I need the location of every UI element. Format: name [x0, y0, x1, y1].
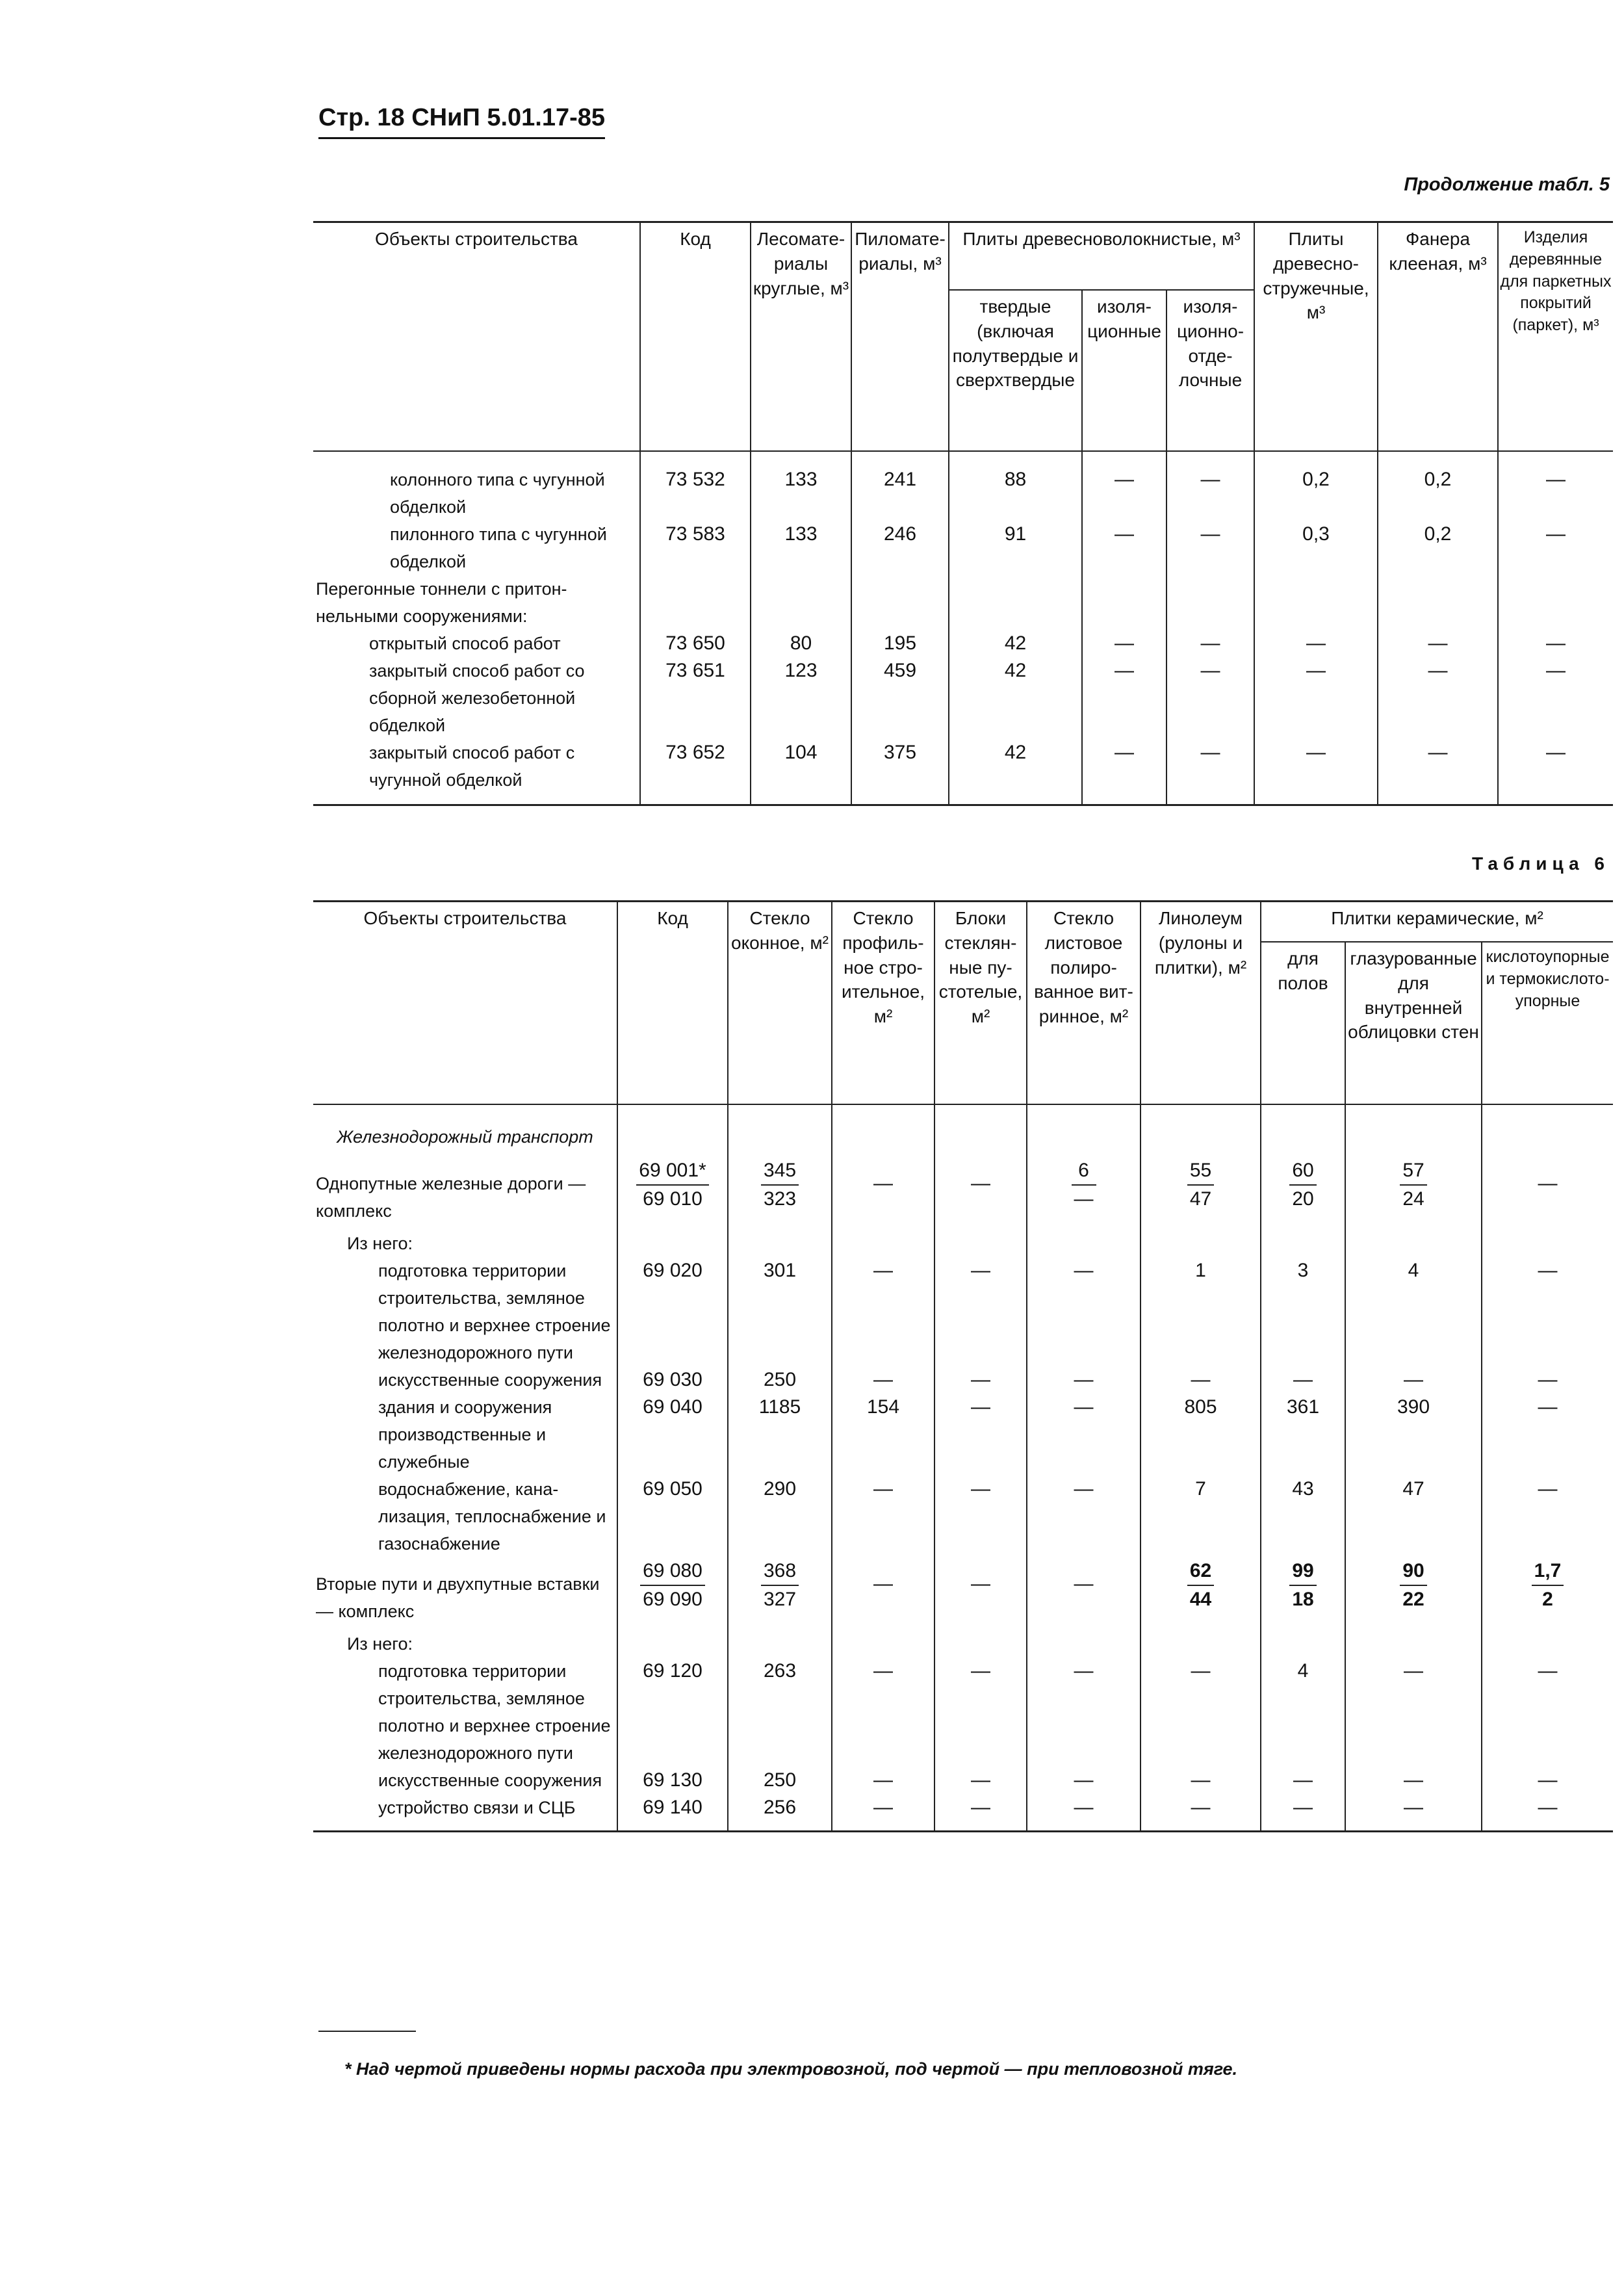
cell: — [934, 1257, 1027, 1366]
cell: — [1082, 451, 1166, 521]
cell: — [1166, 657, 1254, 739]
row-name: искусственные сооружения [313, 1366, 617, 1394]
row-code: 69 050 [617, 1476, 728, 1557]
cell: 195 [851, 630, 949, 657]
table-row [313, 657, 1613, 739]
table-row [313, 1394, 1613, 1476]
cell-top: 345 [761, 1157, 799, 1186]
cell: — [1482, 1366, 1613, 1394]
cell: — [1482, 1394, 1613, 1476]
cell: — [1498, 521, 1613, 575]
cell: — [1027, 1794, 1141, 1832]
cell-top: 62 [1187, 1557, 1214, 1586]
cell: — [1482, 1157, 1613, 1225]
t6-head-linoleum: Линолеум (рулоны и плитки), м² [1141, 902, 1261, 1105]
code-top: 69 080 [640, 1557, 705, 1586]
cell: 47 [1345, 1476, 1482, 1557]
t5-head-izdeliya: Изделия деревянные для паркетных покрытий (паркет), м³ [1498, 222, 1613, 452]
cell: 805 [1141, 1394, 1261, 1476]
cell-bottom: 24 [1402, 1188, 1424, 1210]
cell: 459 [851, 657, 949, 739]
cell: 3 [1261, 1257, 1345, 1366]
cell: 0,2 [1378, 451, 1498, 521]
t5-head-izol-otd: изоляционно-отделочные [1166, 290, 1254, 451]
code-bottom: 69 010 [643, 1188, 702, 1210]
cell: — [1482, 1794, 1613, 1832]
t6-head-steklo-profil: Стекло профильное строительное, м² [832, 902, 934, 1105]
footnote-text: Над чертой приведены нормы расхода при электровозной, под чертой — при тепловозной тяге. [356, 2059, 1238, 2079]
t6-head-object: Объекты строительства [313, 902, 617, 1105]
cell: — [1166, 521, 1254, 575]
cell-bottom: 44 [1189, 1589, 1212, 1610]
cell: — [1141, 1794, 1261, 1832]
cell-bottom: 47 [1189, 1188, 1212, 1210]
cell: — [1261, 1794, 1345, 1832]
row-code: 73 532 [640, 451, 751, 521]
t5-head-dsp: Плиты древесностружечные, м³ [1254, 222, 1378, 452]
table-row [313, 1257, 1613, 1366]
cell: — [1498, 630, 1613, 657]
row-name: устройство связи и СЦБ [313, 1794, 617, 1832]
table-row [313, 1794, 1613, 1832]
cell: — [1082, 657, 1166, 739]
t5-head-izol: изоляционные [1082, 290, 1166, 451]
cell: — [1345, 1366, 1482, 1394]
cell-top: 57 [1400, 1157, 1426, 1186]
cell: — [1498, 739, 1613, 805]
cell-bottom: 323 [763, 1188, 797, 1210]
row-code: 69 030 [617, 1366, 728, 1394]
cell: 42 [949, 657, 1082, 739]
cell: — [934, 1157, 1027, 1225]
cell: — [1166, 451, 1254, 521]
cell: — [1378, 657, 1498, 739]
cell: — [1027, 1257, 1141, 1366]
table-row [313, 1767, 1613, 1794]
cell: — [1027, 1366, 1141, 1394]
t5-head-fanera: Фанера клееная, м³ [1378, 222, 1498, 452]
cell: 250 [728, 1366, 832, 1394]
table-row [313, 1625, 1613, 1658]
table-5 [313, 221, 1613, 806]
row-name: открытый способ работ [313, 630, 640, 657]
cell-bottom: 20 [1292, 1188, 1314, 1210]
cell: — [832, 1767, 934, 1794]
cell: — [1166, 739, 1254, 805]
cell: 91 [949, 521, 1082, 575]
t5-head-tverdye: твердые (включая полутвердые и сверхтвердые [949, 290, 1082, 451]
cell: — [1027, 1557, 1141, 1625]
t6-head-code: Код [617, 902, 728, 1105]
cell: 290 [728, 1476, 832, 1557]
cell: 4 [1345, 1257, 1482, 1366]
cell: — [1254, 739, 1378, 805]
cell: — [832, 1557, 934, 1625]
cell: 246 [851, 521, 949, 575]
t6-head-glaz: глазурованные для внутренней облицовки стен [1345, 942, 1482, 1104]
cell: — [1141, 1767, 1261, 1794]
cell-top: 60 [1289, 1157, 1316, 1186]
cell: — [1261, 1366, 1345, 1394]
cell: 375 [851, 739, 949, 805]
table-row [313, 451, 1613, 521]
cell: — [1482, 1767, 1613, 1794]
cell: 4 [1261, 1658, 1345, 1767]
row-name: колонного типа с чугунной обделкой [313, 451, 640, 521]
t5-head-pilo: Пиломатериалы, м³ [851, 222, 949, 452]
cell: 0,2 [1254, 451, 1378, 521]
cell: — [934, 1794, 1027, 1832]
cell: — [1141, 1366, 1261, 1394]
t6-head-kisl: кислотоупорные и термокислотоупорные [1482, 942, 1613, 1104]
t5-head-les: Лесоматериалы круглые, м³ [751, 222, 851, 452]
cell: — [934, 1658, 1027, 1767]
cell: 104 [751, 739, 851, 805]
cell-bottom: — [1074, 1188, 1094, 1210]
cell: — [1166, 630, 1254, 657]
row-code: 69 040 [617, 1394, 728, 1476]
row-code: 73 651 [640, 657, 751, 739]
cell: — [1261, 1767, 1345, 1794]
cell: — [1254, 630, 1378, 657]
t6-head-steklo-okonnoe: Стекло оконное, м² [728, 902, 832, 1105]
cell: 133 [751, 451, 851, 521]
cell: — [934, 1366, 1027, 1394]
cell: 154 [832, 1394, 934, 1476]
code-top: 69 001 [639, 1160, 699, 1181]
cell: — [832, 1658, 934, 1767]
cell: 263 [728, 1658, 832, 1767]
cell: 42 [949, 630, 1082, 657]
cell-top: 368 [761, 1557, 799, 1586]
t6-head-plitki: Плитки керамические, м² [1261, 902, 1613, 942]
table-row [313, 521, 1613, 575]
cell: 123 [751, 657, 851, 739]
cell: — [1254, 657, 1378, 739]
table-row [313, 1366, 1613, 1394]
continuation-label: Продолжение табл. 5 [1404, 174, 1610, 195]
t5-head-code: Код [640, 222, 751, 452]
table-6 [313, 900, 1613, 1832]
t6-head-pol: для полов [1261, 942, 1345, 1104]
row-name: закрытый способ работ со сборной железобетонной обделкой [313, 657, 640, 739]
cell: 43 [1261, 1476, 1345, 1557]
section-title: Железнодорожный транспорт [313, 1104, 617, 1157]
cell: — [1482, 1257, 1613, 1366]
cell-top: 90 [1400, 1557, 1426, 1586]
cell: — [1345, 1794, 1482, 1832]
cell: 256 [728, 1794, 832, 1832]
cell: — [1082, 739, 1166, 805]
cell: 301 [728, 1257, 832, 1366]
row-name: здания и сооружения производственные и служебные [313, 1394, 617, 1476]
row-code: 73 652 [640, 739, 751, 805]
cell-bottom: 18 [1292, 1589, 1314, 1610]
table-row [313, 1557, 1613, 1625]
cell-bottom: 2 [1542, 1589, 1553, 1610]
cell: — [1082, 630, 1166, 657]
cell: 1 [1141, 1257, 1261, 1366]
cell: — [832, 1257, 934, 1366]
table-row [313, 1225, 1613, 1257]
cell: — [934, 1394, 1027, 1476]
t5-head-object: Объекты строительства [313, 222, 640, 452]
cell: 80 [751, 630, 851, 657]
cell-top: 99 [1289, 1557, 1316, 1586]
cell-top: 1,7 [1532, 1557, 1564, 1586]
code-fraction [636, 1157, 708, 1213]
table-row [313, 630, 1613, 657]
cell: — [1378, 739, 1498, 805]
row-code: 73 650 [640, 630, 751, 657]
cell-top: 55 [1187, 1157, 1214, 1186]
row-name: Однопутные железные дороги — комплекс [313, 1157, 617, 1225]
table-6-caption: Таблица 6 [1471, 853, 1610, 874]
cell: 241 [851, 451, 949, 521]
cell: — [934, 1767, 1027, 1794]
row-code: 69 130 [617, 1767, 728, 1794]
cell: — [1141, 1658, 1261, 1767]
code-bottom: 69 090 [643, 1589, 702, 1610]
cell-bottom: 327 [763, 1589, 797, 1610]
cell: 361 [1261, 1394, 1345, 1476]
footnote-rule [318, 2031, 416, 2032]
cell: — [1498, 657, 1613, 739]
table-row [313, 739, 1613, 805]
footnote-marker: * [699, 1160, 706, 1181]
row-code: 73 583 [640, 521, 751, 575]
cell-bottom: 22 [1402, 1589, 1424, 1610]
footnote-marker: * [344, 2059, 352, 2079]
cell: 88 [949, 451, 1082, 521]
cell: 250 [728, 1767, 832, 1794]
cell: — [1345, 1658, 1482, 1767]
t6-head-steklo-list: Стекло листовое полированное витринное, м² [1027, 902, 1141, 1105]
cell: — [832, 1157, 934, 1225]
cell: 390 [1345, 1394, 1482, 1476]
row-name: Вторые пути и двухпутные вставки — комплекс [313, 1557, 617, 1625]
cell: 0,3 [1254, 521, 1378, 575]
row-name: подготовка территории строительства, земляное полотно и верхнее строение железнодорожного пути [313, 1257, 617, 1366]
cell: 0,2 [1378, 521, 1498, 575]
row-name: Из него: [313, 1625, 617, 1658]
t5-head-plity: Плиты древесноволокнистые, м³ [949, 222, 1254, 291]
cell: — [1482, 1476, 1613, 1557]
row-name: Из него: [313, 1225, 617, 1257]
cell: — [1345, 1767, 1482, 1794]
cell: — [832, 1366, 934, 1394]
cell: — [1482, 1658, 1613, 1767]
cell-top: 6 [1072, 1157, 1096, 1186]
row-name: водоснабжение, канализация, теплоснабжение и газоснабжение [313, 1476, 617, 1557]
cell: — [1082, 521, 1166, 575]
cell: — [1027, 1394, 1141, 1476]
cell: — [832, 1794, 934, 1832]
cell: — [934, 1476, 1027, 1557]
cell: 7 [1141, 1476, 1261, 1557]
table-row [313, 1157, 1613, 1225]
cell: — [1027, 1767, 1141, 1794]
cell: 42 [949, 739, 1082, 805]
row-code: 69 020 [617, 1257, 728, 1366]
cell: 133 [751, 521, 851, 575]
section-row [313, 1104, 1613, 1157]
row-name: подготовка территории строительства, земляное полотно и верхнее строение железнодорожного пути [313, 1658, 617, 1767]
cell: — [1498, 451, 1613, 521]
cell: — [934, 1557, 1027, 1625]
t6-head-bloki: Блоки стеклянные пустотелые, м² [934, 902, 1027, 1105]
row-name: Перегонные тоннели с притоннельными сооружениями: [313, 575, 640, 630]
row-code: 69 120 [617, 1658, 728, 1767]
row-name: закрытый способ работ с чугунной обделкой [313, 739, 640, 805]
cell: — [1378, 630, 1498, 657]
footnote [344, 2059, 1237, 2079]
row-code: 69 140 [617, 1794, 728, 1832]
row-name: пилонного типа с чугунной обделкой [313, 521, 640, 575]
cell: 1185 [728, 1394, 832, 1476]
table-row [313, 575, 1613, 630]
cell: — [1027, 1658, 1141, 1767]
cell: — [832, 1476, 934, 1557]
row-name: искусственные сооружения [313, 1767, 617, 1794]
page-header: Стр. 18 СНиП 5.01.17-85 [318, 104, 605, 139]
table-row [313, 1658, 1613, 1767]
cell: — [1027, 1476, 1141, 1557]
table-row [313, 1476, 1613, 1557]
